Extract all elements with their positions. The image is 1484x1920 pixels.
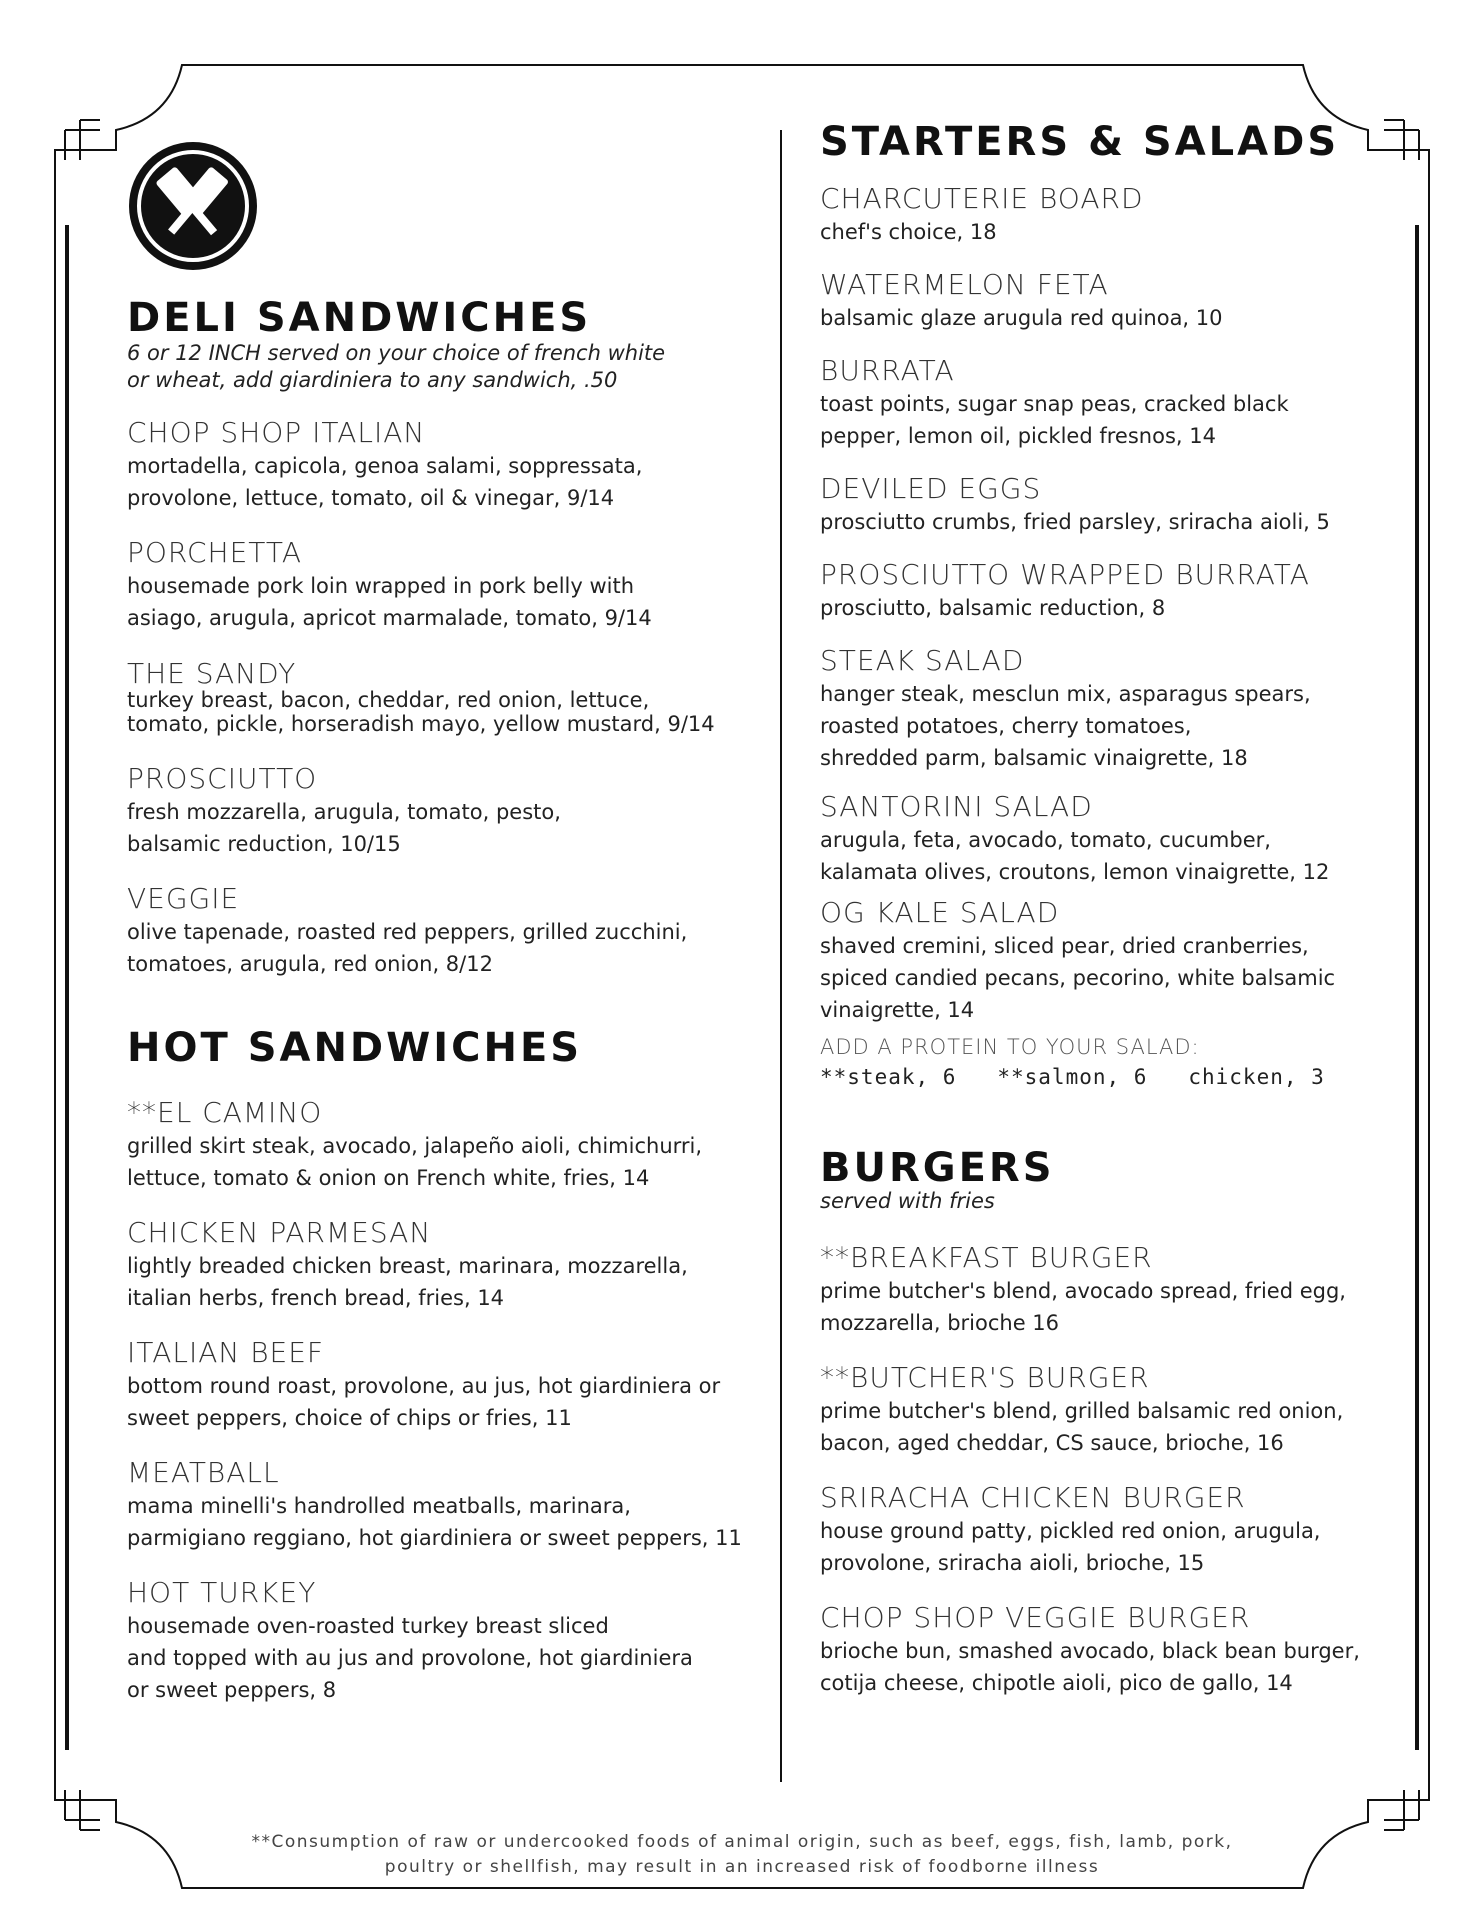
menu-item (820, 790, 1380, 888)
menu-item (127, 1336, 767, 1434)
item-desc: prosciutto, balsamic reduction, 8 (820, 596, 1166, 620)
menu-item (820, 1361, 1380, 1459)
left-column (127, 140, 767, 1706)
item-name: SRIRACHA CHICKEN BURGER (820, 1481, 1246, 1514)
menu-item (127, 536, 767, 634)
item-name: DEVILED EGGS (820, 472, 1042, 505)
menu-item (127, 882, 767, 980)
item-name: ITALIAN BEEF (127, 1336, 325, 1369)
item-name: PROSCIUTTO (127, 762, 318, 795)
item-name: THE SANDY (127, 657, 297, 690)
item-desc: bottom round roast, provolone, au jus, hot giardiniera or sweet peppers, choice of chips or fries, 11 (127, 1374, 721, 1430)
menu-item (820, 1241, 1380, 1339)
menu-item (820, 644, 1380, 774)
item-desc: housemade pork loin wrapped in pork belly with asiago, arugula, apricot marmalade, tomato, 9/14 (127, 574, 652, 630)
item-name: MEATBALL (127, 1456, 280, 1489)
item-name: WATERMELON FETA (820, 268, 1109, 301)
item-desc: house ground patty, pickled red onion, arugula, provolone, sriracha aioli, brioche, 15 (820, 1519, 1321, 1575)
item-desc: turkey breast, bacon, cheddar, red onion, lettuce, tomato, pickle, horseradish mayo, yellow mustard, 9/14 (127, 688, 715, 736)
menu-item (820, 354, 1380, 452)
item-name: OG KALE SALAD (820, 896, 1060, 929)
item-desc: brioche bun, smashed avocado, black bean burger, cotija cheese, chipotle aioli, pico de gallo, 14 (820, 1639, 1360, 1695)
burgers-title: BURGERS (820, 1145, 1055, 1191)
starters-salads-title: STARTERS & SALADS (820, 119, 1340, 165)
item-desc: shaved cremini, sliced pear, dried cranberries, spiced candied pecans, pecorino, white balsamic vinaigrette, 14 (820, 934, 1336, 1022)
menu-item (127, 1456, 767, 1554)
item-name: CHARCUTERIE BOARD (820, 182, 1144, 215)
menu-item (820, 1601, 1380, 1699)
menu-item (820, 896, 1380, 1026)
item-name: CHICKEN PARMESAN (127, 1216, 432, 1249)
hot-sandwiches-title: HOT SANDWICHES (127, 1025, 583, 1071)
item-desc: arugula, feta, avocado, tomato, cucumber, kalamata olives, croutons, lemon vinaigrette, 12 (820, 828, 1330, 884)
item-desc: prime butcher's blend, avocado spread, fried egg, mozzarella, brioche 16 (820, 1279, 1346, 1335)
add-protein-options: **steak, 6 **salmon, 6 chicken, 3 (820, 1065, 1325, 1089)
item-desc: lightly breaded chicken breast, marinara, mozzarella, italian herbs, french bread, fries, 14 (127, 1254, 688, 1310)
item-desc: mortadella, capicola, genoa salami, soppressata, provolone, lettuce, tomato, oil & vinegar, 9/14 (127, 454, 643, 510)
item-desc: chef's choice, 18 (820, 220, 997, 244)
item-desc: grilled skirt steak, avocado, jalapeño aioli, chimichurri, lettuce, tomato & onion on French white, fries, 14 (127, 1134, 703, 1190)
burgers-subtitle: served with fries (820, 1189, 995, 1213)
add-protein-label: ADD A PROTEIN TO YOUR SALAD: (820, 1035, 1200, 1059)
item-desc: mama minelli's handrolled meatballs, marinara, parmigiano reggiano, hot giardiniera or sweet peppers, 11 (127, 1494, 742, 1550)
item-name: **BREAKFAST BURGER (820, 1241, 1153, 1274)
menu-item (820, 1481, 1380, 1579)
item-desc: prime butcher's blend, grilled balsamic red onion, bacon, aged cheddar, CS sauce, brioche, 16 (820, 1399, 1344, 1455)
item-name: BURRATA (820, 354, 955, 387)
food-safety-disclaimer: **Consumption of raw or undercooked foods of animal origin, such as beef, eggs, fish, lamb, pork, poultry or shellfish, may result in an increased risk of foodborne illness (251, 1832, 1233, 1877)
menu-item (127, 657, 767, 736)
item-name: VEGGIE (127, 882, 240, 915)
menu-item (820, 558, 1380, 624)
item-name: SANTORINI SALAD (820, 790, 1093, 823)
item-desc: housemade oven-roasted turkey breast sliced and topped with au jus and provolone, hot giardiniera or sweet peppers, 8 (127, 1614, 693, 1702)
deli-subtitle: 6 or 12 INCH served on your choice of french white or wheat, add giardiniera to any sandwich, .50 (127, 341, 666, 392)
item-name: HOT TURKEY (127, 1576, 317, 1609)
right-column (820, 119, 1380, 1699)
item-desc: olive tapenade, roasted red peppers, grilled zucchini, tomatoes, arugula, red onion, 8/12 (127, 920, 688, 976)
item-desc: hanger steak, mesclun mix, asparagus spears, roasted potatoes, cherry tomatoes, shredded parm, balsamic vinaigrette, 18 (820, 682, 1311, 770)
menu-item (127, 1096, 767, 1194)
menu-item (127, 1216, 767, 1314)
menu-item (820, 268, 1380, 334)
item-name: STEAK SALAD (820, 644, 1025, 677)
menu-item (127, 416, 767, 514)
item-name: PROSCIUTTO WRAPPED BURRATA (820, 558, 1310, 591)
menu-item (820, 182, 1380, 248)
item-name: CHOP SHOP ITALIAN (127, 416, 426, 449)
item-name: PORCHETTA (127, 536, 302, 569)
item-name: **EL CAMINO (127, 1096, 323, 1129)
item-name: **BUTCHER'S BURGER (820, 1361, 1150, 1394)
add-protein-block (820, 1032, 1380, 1092)
item-desc: toast points, sugar snap peas, cracked black pepper, lemon oil, pickled fresnos, 14 (820, 392, 1289, 448)
item-desc: balsamic glaze arugula red quinoa, 10 (820, 306, 1223, 330)
menu-item (820, 472, 1380, 538)
item-desc: fresh mozzarella, arugula, tomato, pesto, balsamic reduction, 10/15 (127, 800, 561, 856)
menu-item (127, 762, 767, 860)
item-desc: prosciutto crumbs, fried parsley, sriracha aioli, 5 (820, 510, 1330, 534)
menu-item (127, 1576, 767, 1706)
item-name: CHOP SHOP VEGGIE BURGER (820, 1601, 1251, 1634)
column-divider (780, 130, 782, 1782)
deli-sandwiches-title: DELI SANDWICHES (127, 295, 592, 341)
